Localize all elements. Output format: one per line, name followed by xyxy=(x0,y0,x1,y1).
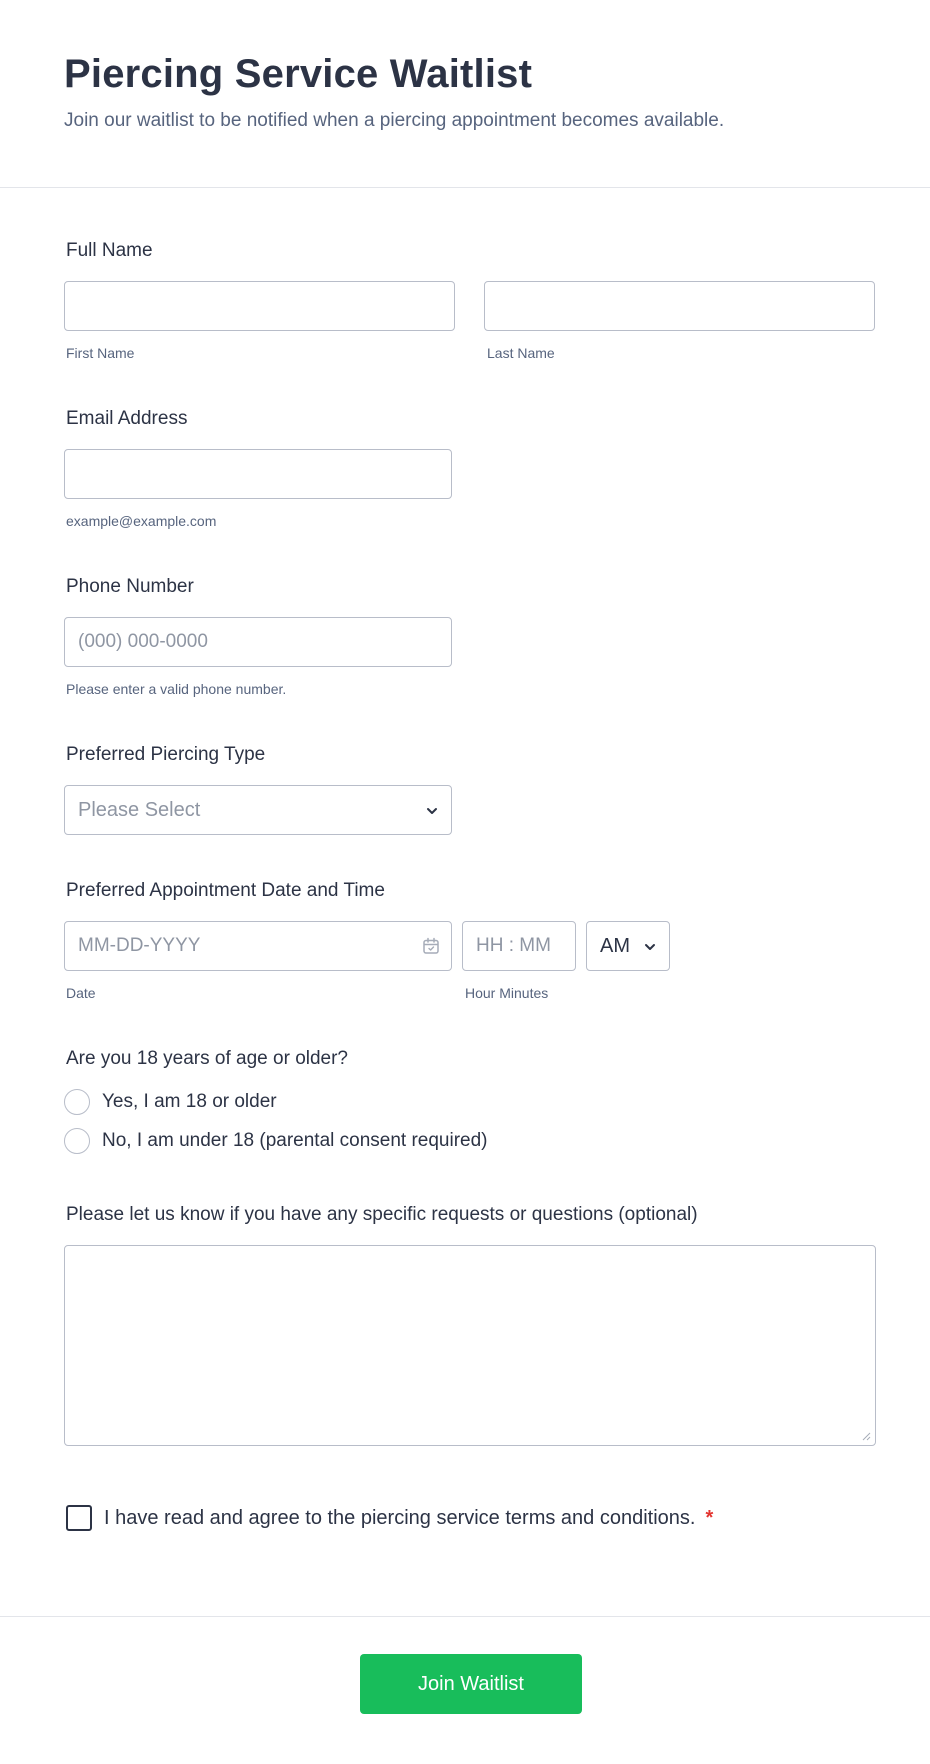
required-mark: * xyxy=(705,1506,714,1529)
chevron-down-icon xyxy=(643,940,657,954)
date-sublabel: Date xyxy=(66,985,96,1001)
phone-input[interactable] xyxy=(64,617,452,667)
age-option-label: No, I am under 18 (parental consent required) xyxy=(102,1130,488,1151)
piercing-type-select[interactable] xyxy=(64,785,452,835)
phone-label: Phone Number xyxy=(66,576,194,597)
time-sublabel: Hour Minutes xyxy=(465,985,549,1001)
time-input[interactable] xyxy=(462,921,576,971)
first-name-input[interactable] xyxy=(64,281,455,331)
phone-sublabel: Please enter a valid phone number. xyxy=(66,681,287,697)
requests-textarea[interactable] xyxy=(64,1245,876,1446)
requests-label: Please let us know if you have any specific requests or questions (optional) xyxy=(66,1204,698,1225)
piercing-type-label: Preferred Piercing Type xyxy=(66,744,266,765)
date-input[interactable] xyxy=(64,921,452,971)
age-label: Are you 18 years of age or older? xyxy=(66,1048,349,1069)
age-option-label: Yes, I am 18 or older xyxy=(102,1091,277,1112)
radio-button[interactable] xyxy=(64,1128,90,1154)
full-name-label: Full Name xyxy=(66,240,153,261)
join-waitlist-button[interactable]: Join Waitlist xyxy=(360,1654,582,1714)
appointment-label: Preferred Appointment Date and Time xyxy=(66,880,385,901)
terms-checkbox[interactable] xyxy=(66,1505,92,1531)
calendar-icon[interactable] xyxy=(422,937,440,955)
page-title: Piercing Service Waitlist xyxy=(64,52,533,96)
terms-row[interactable] xyxy=(66,1505,713,1531)
chevron-down-icon xyxy=(425,804,439,818)
page-subtitle: Join our waitlist to be notified when a piercing appointment becomes available. xyxy=(64,110,725,131)
radio-button[interactable] xyxy=(64,1089,90,1115)
terms-text: I have read and agree to the piercing service terms and conditions. xyxy=(104,1506,696,1529)
piercing-type-selected-value: Please Select xyxy=(78,798,201,821)
form-header xyxy=(0,0,930,188)
ampm-selected-value: AM xyxy=(600,934,630,957)
age-option-yes[interactable] xyxy=(64,1089,277,1115)
last-name-sublabel: Last Name xyxy=(487,345,555,361)
last-name-input[interactable] xyxy=(484,281,875,331)
email-label: Email Address xyxy=(66,408,188,429)
age-option-no[interactable] xyxy=(64,1128,488,1154)
resize-handle-icon[interactable] xyxy=(861,1431,871,1441)
date-field[interactable] xyxy=(64,921,452,971)
email-sublabel: example@example.com xyxy=(66,513,217,529)
first-name-sublabel: First Name xyxy=(66,345,135,361)
email-input[interactable] xyxy=(64,449,452,499)
ampm-select[interactable] xyxy=(586,921,670,971)
